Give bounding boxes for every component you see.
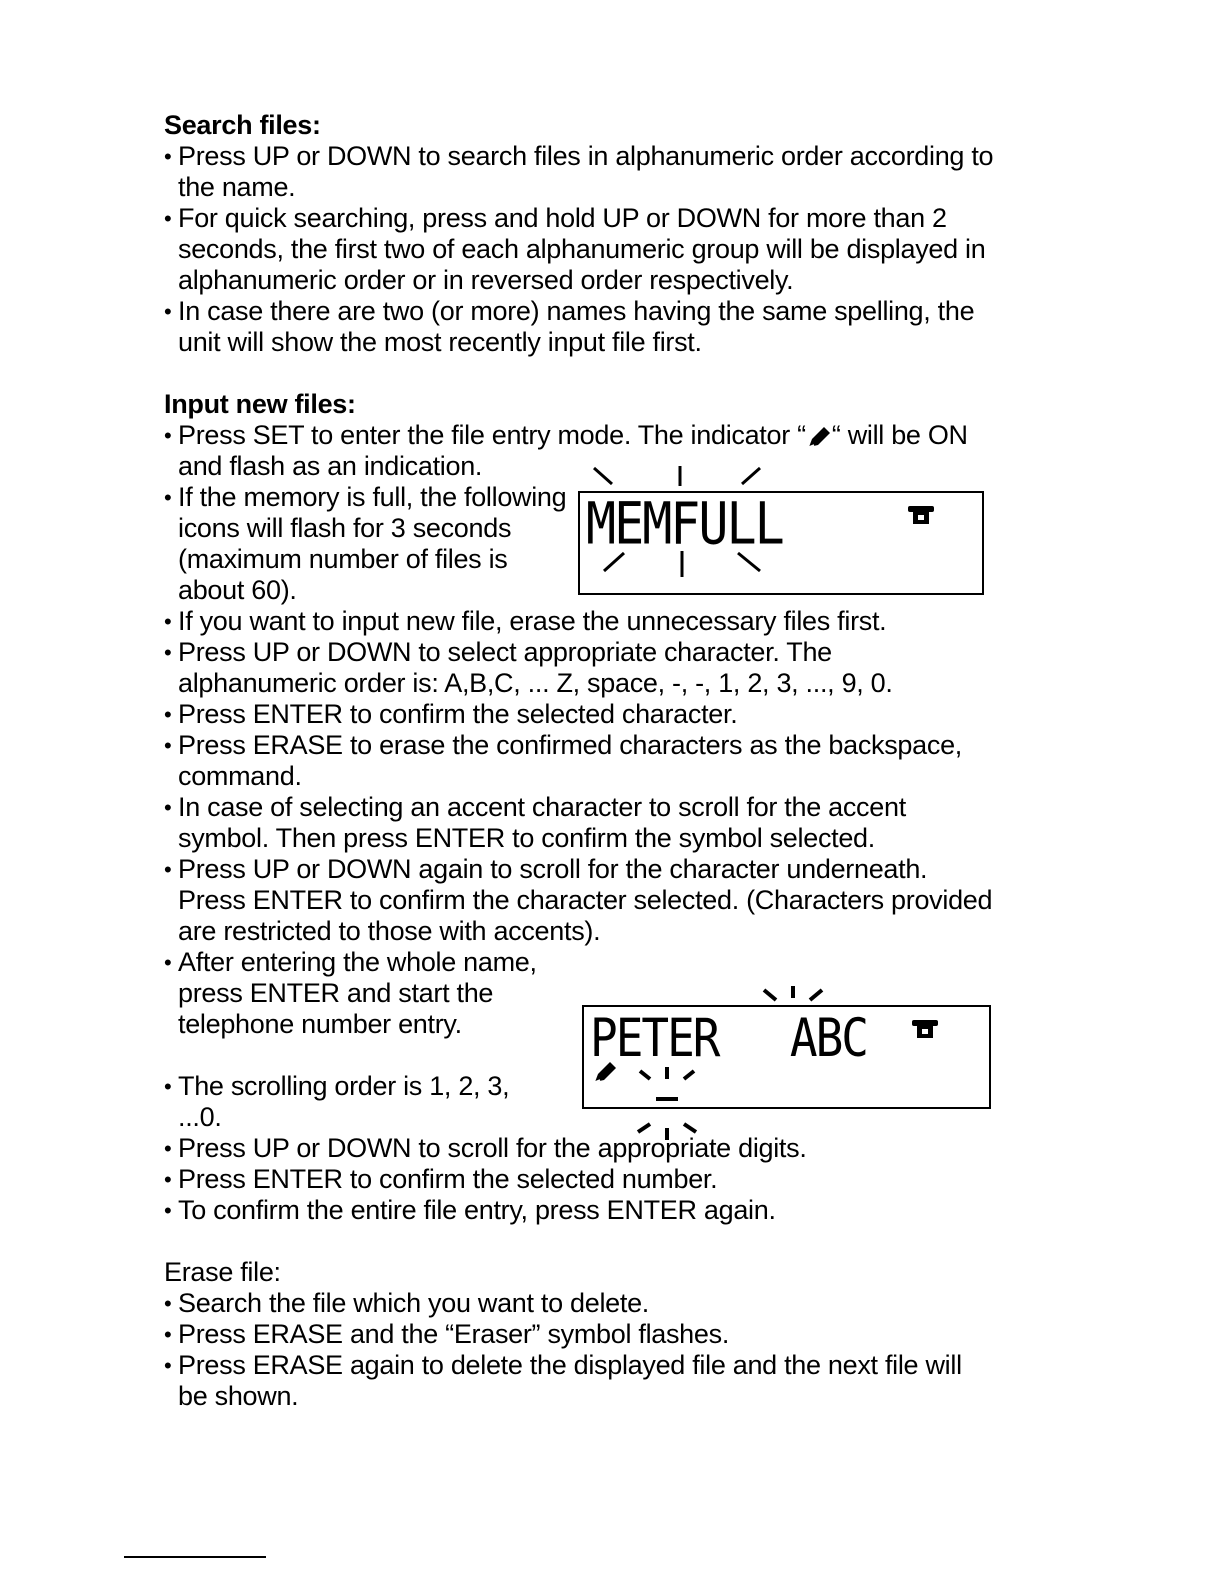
input-item-after-name: • After entering the whole name, press ENTER and start the telephone number entry. [164, 947, 558, 1040]
input-item: • Press ERASE to erase the confirmed characters as the backspace, command. [164, 730, 994, 792]
input-item: • Press UP or DOWN again to scroll for the character underneath. Press ENTER to confirm the character selected. (Characters provided are restricted to those with accents). [164, 854, 994, 947]
flash-marks-top-icon [590, 462, 780, 492]
lcd-peter-name [590, 1006, 867, 1069]
input-item: • Press UP or DOWN to scroll for the appropriate digits. [164, 1133, 994, 1164]
erase-section [164, 1257, 994, 1412]
phone-icon [906, 503, 936, 527]
pen-indicator-icon [592, 1059, 618, 1085]
flash-marks-inner-icon [596, 547, 786, 581]
input-item-memfull: • If the memory is full, the following icons will flash for 3 seconds (maximum number of files is about 60). [164, 482, 578, 606]
input-item: • Press ENTER to confirm the selected character. [164, 699, 994, 730]
lcd-peter-code-text: ABC [789, 1006, 867, 1069]
search-heading: Search files: [164, 110, 321, 140]
footer-rule [124, 1556, 266, 1558]
lcd-memfull-display [578, 491, 984, 595]
input-item: • In case of selecting an accent character to scroll for the accent symbol. Then press ENTER to confirm the symbol selected. [164, 792, 994, 854]
phone-icon [910, 1017, 940, 1041]
input-item-set-before: Press SET to enter the file entry mode. The indicator “ [178, 420, 806, 450]
erase-item: • Search the file which you want to delete. [164, 1288, 994, 1319]
erase-item: • Press ERASE and the “Eraser” symbol flashes. [164, 1319, 994, 1350]
lcd-peter-display [582, 1005, 991, 1109]
search-item: • For quick searching, press and hold UP or DOWN for more than 2 seconds, the first two of each alphanumeric group will be displayed in alphanumeric order or in reversed order respectively. [164, 203, 994, 296]
input-item: • Press ENTER to confirm the selected number. [164, 1164, 994, 1195]
flash-marks-below-icon [632, 1110, 702, 1142]
erase-list [164, 1288, 994, 1412]
search-list [164, 141, 994, 358]
input-item-set [164, 420, 994, 482]
lcd-memfull-text: MEMFULL [586, 490, 783, 558]
lcd-peter-name-text: PETER [590, 1006, 719, 1069]
input-item-scroll-order: • The scrolling order is 1, 2, 3, ...0. [164, 1071, 558, 1133]
input-heading: Input new files: [164, 389, 356, 419]
input-item: • Press UP or DOWN to select appropriate character. The alphanumeric order is: A,B,C, ... Z, space, -, -, 1, 2, 3, ..., 9, 0. [164, 637, 994, 699]
erase-heading: Erase file: [164, 1257, 281, 1287]
pen-icon [806, 425, 832, 449]
search-item: • Press UP or DOWN to search files in alphanumeric order according to the name. [164, 141, 994, 203]
input-item: • If you want to input new file, erase the unnecessary files first. [164, 606, 994, 637]
manual-page [164, 110, 994, 1443]
flash-cursor-icon [634, 1065, 704, 1105]
input-item-set-after: “ will be ON and flash as an indication. [178, 420, 968, 481]
input-item: • To confirm the entire file entry, press ENTER again. [164, 1195, 994, 1226]
erase-item: • Press ERASE again to delete the displayed file and the next file will be shown. [164, 1350, 994, 1412]
search-item: • In case there are two (or more) names having the same spelling, the unit will show the most recently input file first. [164, 296, 994, 358]
search-section [164, 110, 994, 358]
